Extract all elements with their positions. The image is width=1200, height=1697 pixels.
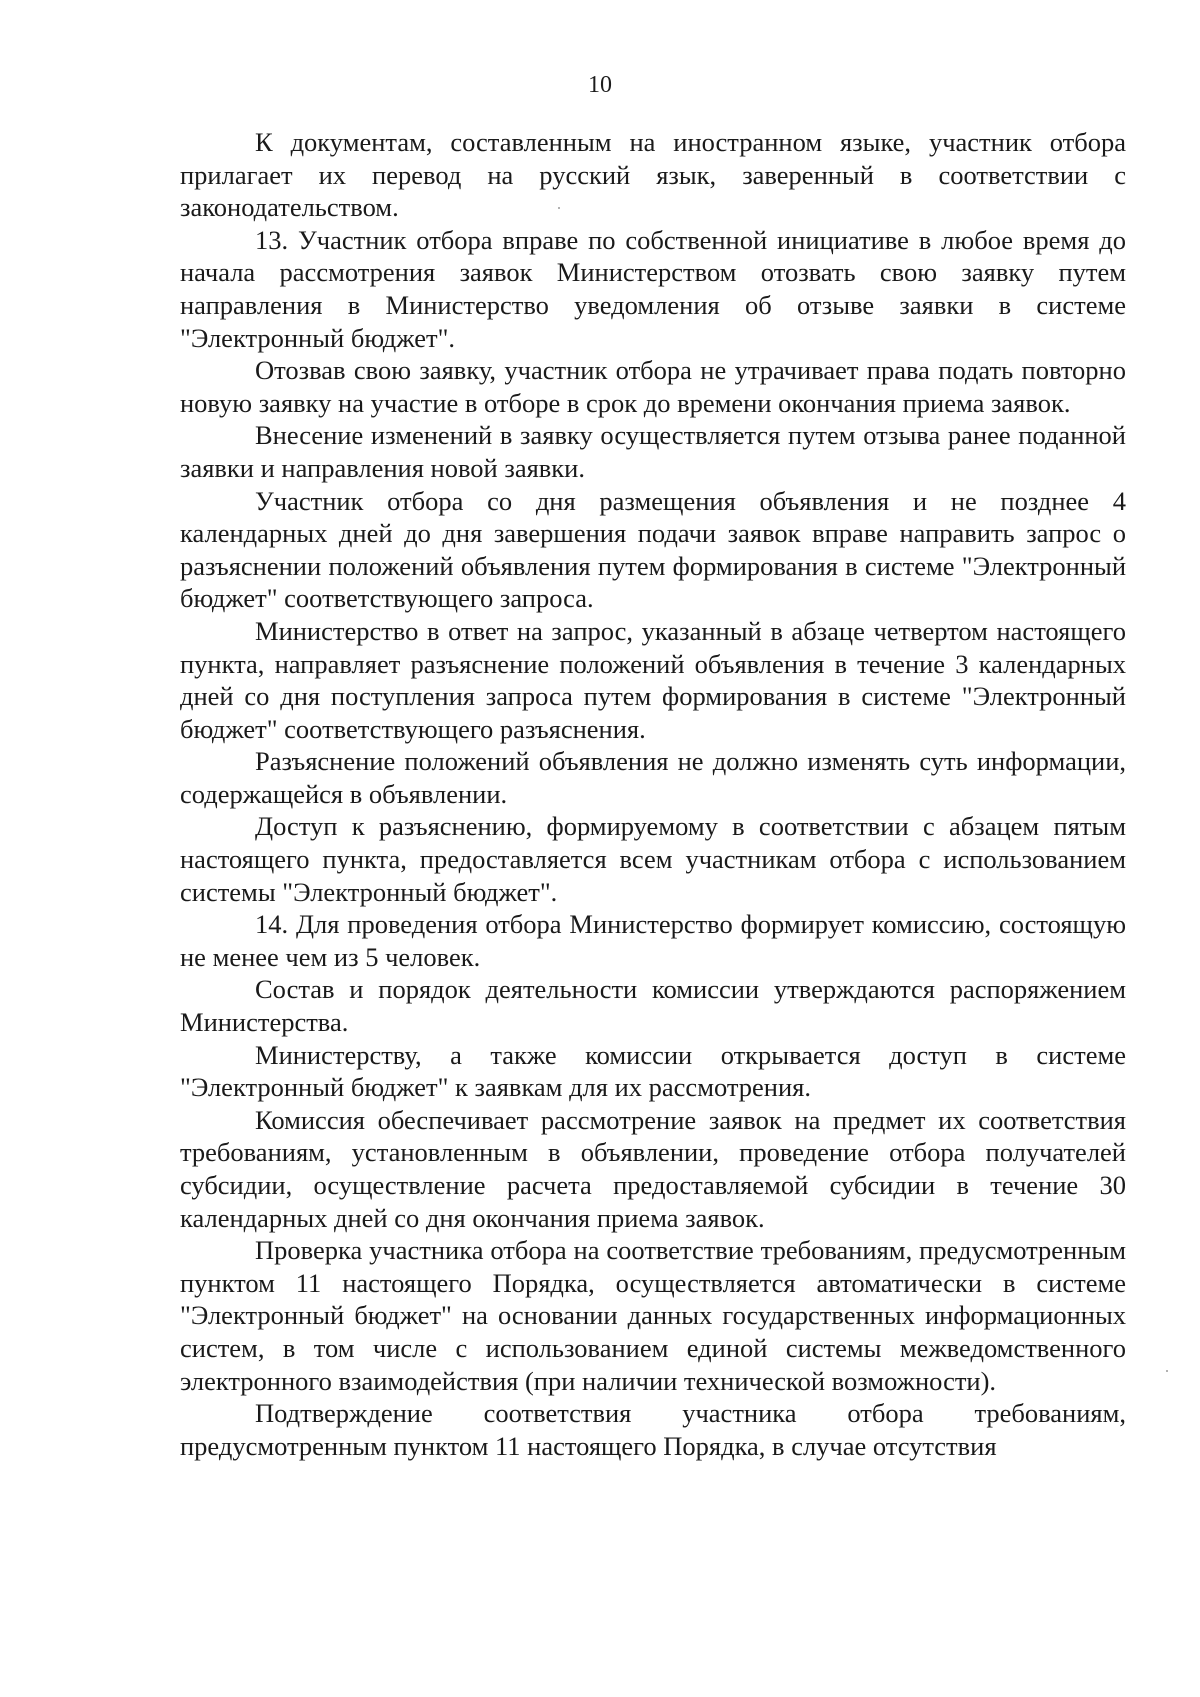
scan-speck <box>1166 1370 1168 1372</box>
paragraph: Проверка участника отбора на соответствие требованиям, предусмотренным пунктом 11 настоящего Порядка, осуществляется автоматически в системе "Электронный бюджет" на основании данных государственных информационных систем, в том числе с использованием единой системы межведомственного электронного взаимодействия (при наличии технической возможности). <box>180 1235 1126 1396</box>
paragraph: Комиссия обеспечивает рассмотрение заявок на предмет их соответствия требованиям, установленным в объявлении, проведение отбора получателей субсидии, осуществление расчета предоставляемой субсидии в течение 30 календарных дней со дня окончания приема заявок. <box>180 1104 1126 1233</box>
paragraph: 14. Для проведения отбора Министерство формирует комиссию, состоящую не менее чем из 5 человек. <box>180 909 1126 972</box>
paragraph: 13. Участник отбора вправе по собственной инициативе в любое время до начала рассмотрения заявок Министерством отозвать свою заявку путем направления в Министерство уведомления об отзыве заявки в системе "Электронный бюджет". <box>180 224 1126 353</box>
paragraph: К документам, составленным на иностранном языке, участник отбора прилагает их перевод на русский язык, заверенный в соответствии с законодательством. <box>180 127 1126 223</box>
paragraph: Состав и порядок деятельности комиссии утверждаются распоряжением Министерства. <box>180 974 1126 1038</box>
paragraph: Внесение изменений в заявку осуществляется путем отзыва ранее поданной заявки и направления новой заявки. <box>180 420 1126 483</box>
paragraph: Министерству, а также комиссии открывается доступ в системе "Электронный бюджет" к заявкам для их рассмотрения. <box>180 1039 1126 1103</box>
document-body <box>180 126 1126 1462</box>
paragraph: Доступ к разъяснению, формируемому в соответствии с абзацем пятым настоящего пункта, предоставляется всем участникам отбора с использованием системы "Электронный бюджет". <box>180 811 1126 907</box>
paragraph: Министерство в ответ на запрос, указанный в абзаце четвертом настоящего пункта, направляет разъяснение положений объявления в течение 3 календарных дней со дня поступления запроса путем формирования в системе "Электронный бюджет" соответствующего разъяснения. <box>180 615 1126 744</box>
paragraph: Разъяснение положений объявления не должно изменять суть информации, содержащейся в объявлении. <box>180 746 1126 809</box>
scan-speck <box>558 207 560 209</box>
page-number: 10 <box>588 72 612 98</box>
paragraph: Участник отбора со дня размещения объявления и не позднее 4 календарных дней до дня завершения подачи заявок вправе направить запрос о разъяснении положений объявления путем формирования в системе "Электронный бюджет" соответствующего запроса. <box>180 485 1126 614</box>
paragraph: Подтверждение соответствия участника отбора требованиям, предусмотренным пунктом 11 настоящего Порядка, в случае отсутствия <box>180 1398 1126 1461</box>
paragraph: Отозвав свою заявку, участник отбора не утрачивает права подать повторно новую заявку на участие в отборе в срок до времени окончания приема заявок. <box>180 355 1126 418</box>
